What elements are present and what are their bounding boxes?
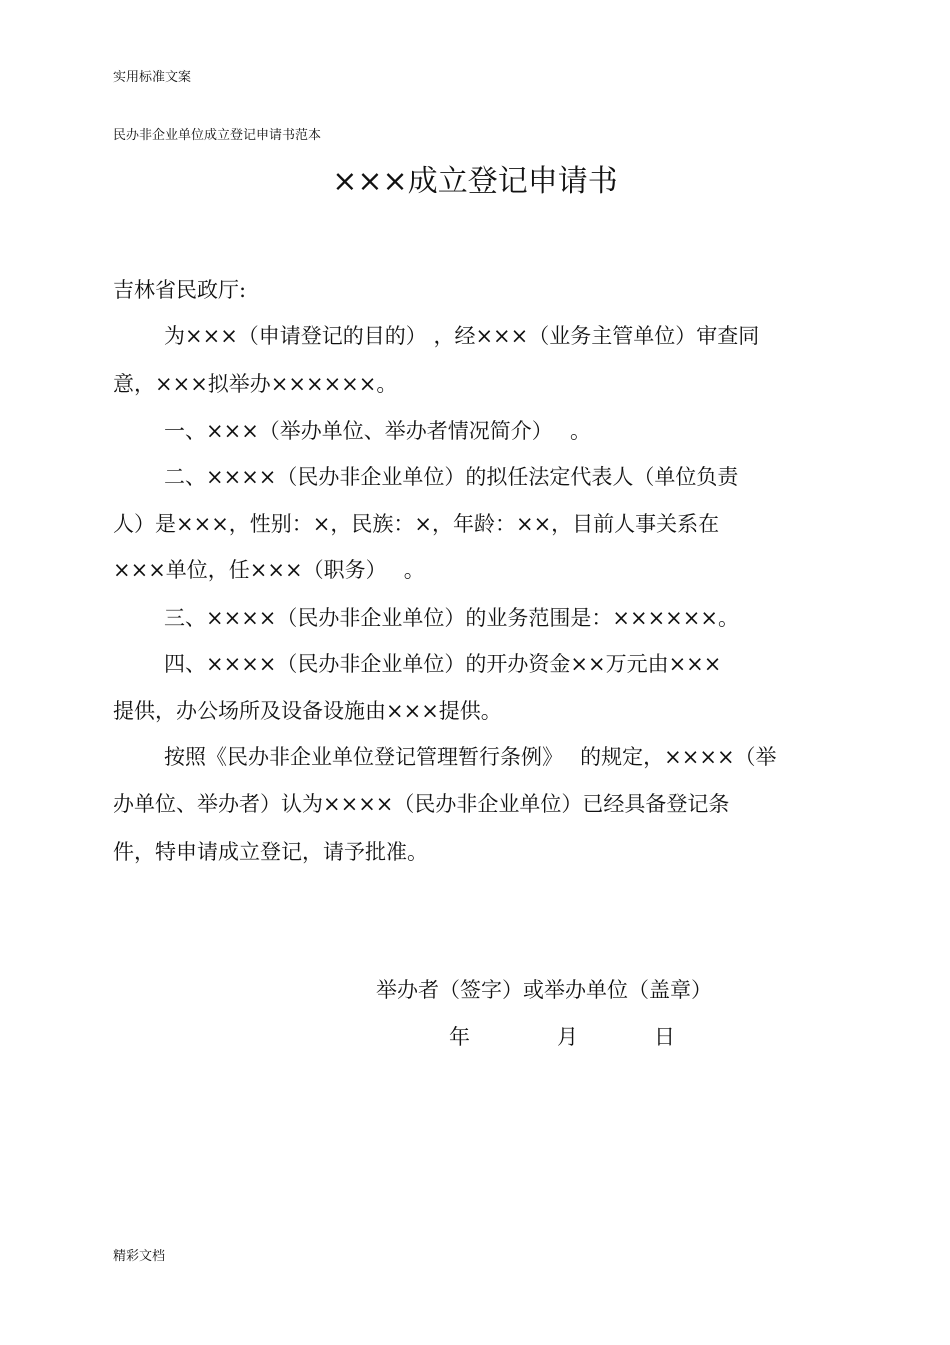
date-month: 月 xyxy=(557,1025,578,1049)
body-line-3: 一、×××（举办单位、举办者情况简介） 。 xyxy=(164,419,591,443)
body-line-10: 按照《民办非企业单位登记管理暂行条例》 的规定，××××（举 xyxy=(164,745,777,769)
document-title: ×××成立登记申请书 xyxy=(332,164,618,199)
body-line-6: ×××单位，任×××（职务） 。 xyxy=(113,558,425,582)
document-subtitle: 民办非企业单位成立登记申请书范本 xyxy=(113,128,322,143)
body-line-4: 二、××××（民办非企业单位）的拟任法定代表人（单位负责 xyxy=(164,465,739,489)
body-line-9: 提供，办公场所及设备设施由×××提供。 xyxy=(113,699,502,723)
top-header-label: 实用标准文案 xyxy=(113,70,192,85)
footer-label: 精彩文档 xyxy=(113,1249,166,1264)
body-line-2: 意，×××拟举办××××××。 xyxy=(113,372,398,396)
body-line-11: 办单位、举办者）认为××××（民办非企业单位）已经具备登记条 xyxy=(113,792,730,816)
body-line-12: 件，特申请成立登记，请予批准。 xyxy=(113,840,428,864)
body-line-7: 三、××××（民办非企业单位）的业务范围是：××××××。 xyxy=(164,606,739,630)
addressee: 吉林省民政厅: xyxy=(113,278,247,302)
body-line-5: 人）是×××，性别：×，民族：×，年龄：××，目前人事关系在 xyxy=(113,512,720,536)
body-line-8: 四、××××（民办非企业单位）的开办资金××万元由××× xyxy=(164,652,722,676)
signature-label: 举办者（签字）或举办单位（盖章） xyxy=(376,978,712,1002)
date-year: 年 xyxy=(449,1025,470,1049)
date-day: 日 xyxy=(654,1025,675,1049)
body-line-1: 为×××（申请登记的目的） ，经×××（业务主管单位）审查同 xyxy=(164,324,760,348)
